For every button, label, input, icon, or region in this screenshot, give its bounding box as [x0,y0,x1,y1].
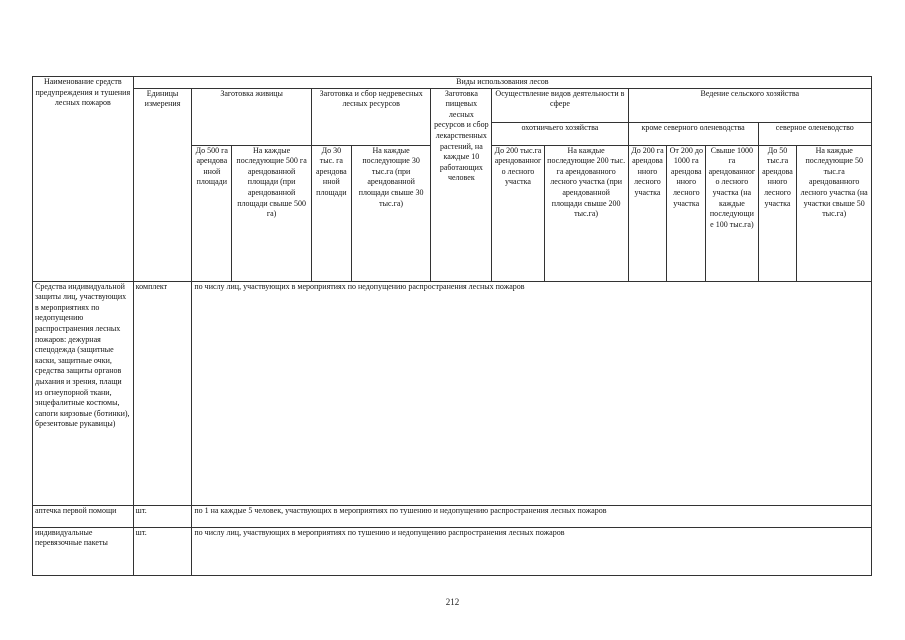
row-norm: по числу лиц, участвующих в мероприятиях по недопущению распространения лесных пожаров [192,281,872,505]
header-non-wood: Заготовка и сбор недревесных лесных ресурсов [311,88,431,145]
header-nonwood-a: До 30 тыс. га арендованной площади [311,145,351,281]
header-hunting-title: Осуществление видов деятельности в сфере [492,88,628,122]
row-unit: шт. [133,527,192,575]
header-agri-c: Свыше 1000 га арендованного лесного участка (на каждые последующие 100 тыс.га) [706,145,758,281]
header-rein-b: На каждые последующие 50 тыс.га арендованного лесного участка (на участки свыше 50 тыс.га) [797,145,872,281]
header-agri-a: До 200 га арендованного лесного участка [628,145,667,281]
header-name: Наименование средств предупреждения и тушения лесных пожаров [33,77,134,282]
header-agri-b: От 200 до 1000 га арендованного лесного участка [667,145,706,281]
row-unit: шт. [133,505,192,527]
page-number: 212 [445,597,460,607]
header-resin-b: На каждые последующие 500 га арендованной площади (при арендованной площади свыше 500 га) [232,145,312,281]
header-types-of-use: Виды использования лесов [133,77,871,89]
header-agri: Ведение сельского хозяйства [628,88,871,122]
row-norm: по числу лиц, участвующих в мероприятиях по тушению и недопущению распространения лесных пожаров [192,527,872,575]
header-food: Заготовка пищевых лесных ресурсов и сбор лекарственных растений, на каждые 10 работающих человек [431,88,492,281]
row-norm: по 1 на каждые 5 человек, участвующих в мероприятиях по тушению и недопущению распространения лесных пожаров [192,505,872,527]
fire-equipment-table [32,76,872,576]
header-hunting-sub: охотничьего хозяйства [492,122,628,145]
table-row [33,505,872,527]
header-agri-reindeer: северное оленеводство [758,122,871,145]
header-nonwood-b: На каждые последующие 30 тыс.га (при арендованной площади свыше 30 тыс.га) [351,145,431,281]
table-row [33,281,872,505]
header-units: Единицы измерения [133,88,192,281]
row-name: аптечка первой помощи [33,505,134,527]
header-hunt-a: До 200 тыс.га арендованного лесного участка [492,145,544,281]
row-name: Средства индивидуальной защиты лиц, участвующих в мероприятиях по недопущению распространения лесных пожаров: дежурная спецодежда (защитные каски, защитные очки, средства защиты органов дыхания и зрения, плащи из огнеупорной ткани, энцефалитные костюмы, сапоги кирзовые (ботинки), брезентовые рукавицы) [33,281,134,505]
header-resin: Заготовка живицы [192,88,312,145]
table-row [33,527,872,575]
header-resin-a: До 500 га арендованной площади [192,145,232,281]
header-agri-not-reindeer: кроме северного оленеводства [628,122,758,145]
row-unit: комплект [133,281,192,505]
row-name: индивидуальные перевязочные пакеты [33,527,134,575]
header-rein-a: До 50 тыс.га арендованного лесного участка [758,145,797,281]
header-hunt-b: На каждые последующие 200 тыс. га арендованного лесного участка (при арендованной площади свыше 200 тыс.га) [544,145,628,281]
